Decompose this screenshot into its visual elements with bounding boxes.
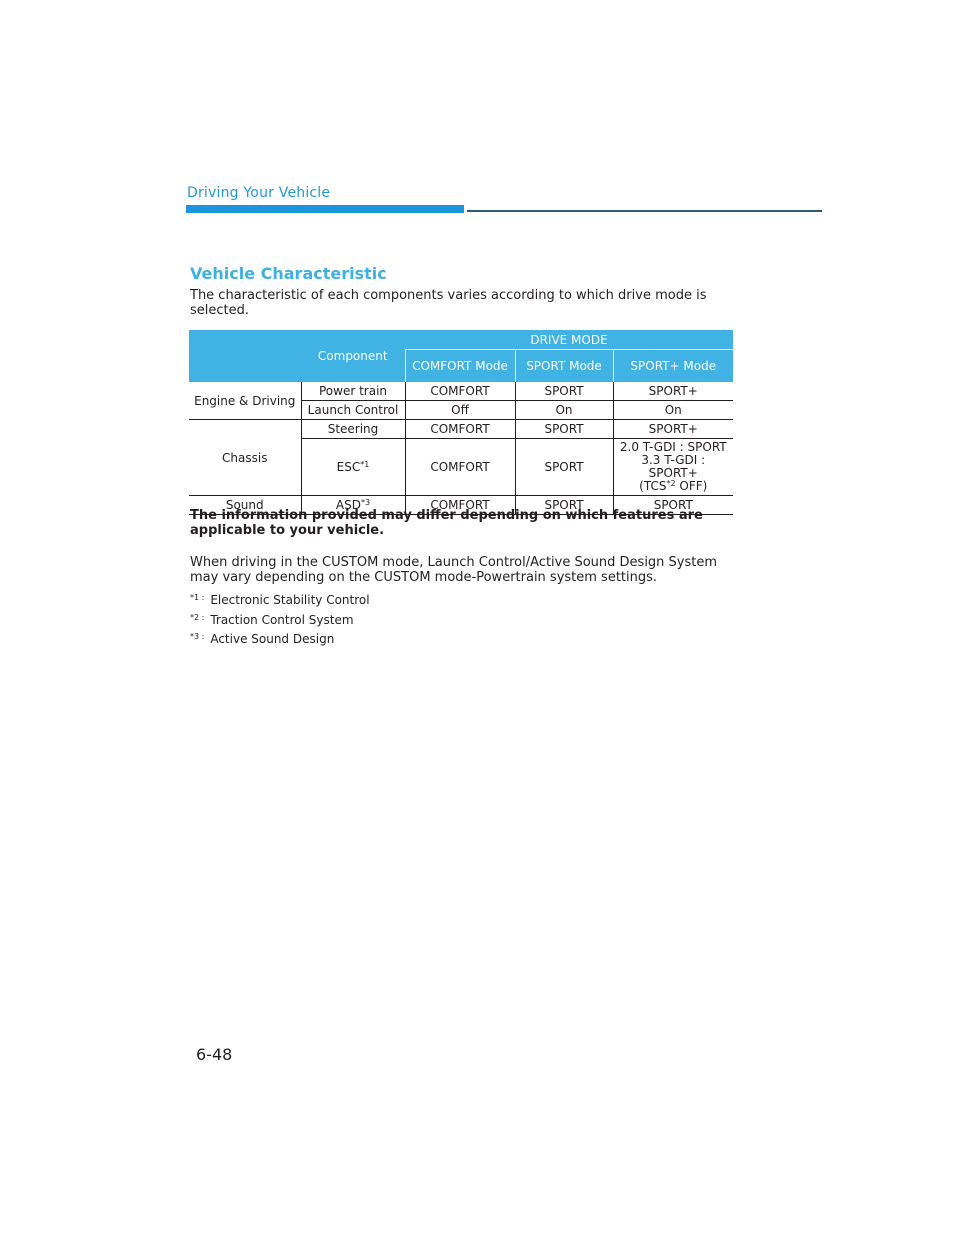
cell-sport: SPORT: [515, 382, 613, 401]
table-header-blank: [189, 330, 301, 382]
applicability-note: The information provided may differ depending on which features are applicable to your vehicle.: [190, 508, 703, 538]
footnotes: [190, 590, 370, 649]
esc-sport-plus-line-2: 3.3 T-GDI : SPORT+: [641, 453, 706, 480]
esc-label: ESC: [336, 460, 361, 474]
asd-footnote-mark: *3: [360, 498, 371, 507]
footnote-item: [190, 610, 370, 630]
group-chassis: Chassis: [189, 420, 301, 496]
cell-sport: SPORT: [515, 496, 613, 515]
cell-sport-plus: On: [613, 401, 733, 420]
table-row: [189, 382, 733, 401]
esc-footnote-mark: *1: [360, 460, 370, 469]
esc-sport-plus-line-3: [616, 480, 732, 493]
footnote-text: Electronic Stability Control: [210, 593, 370, 607]
section-title: Driving Your Vehicle: [187, 185, 331, 201]
cell-component: [301, 439, 405, 496]
esc-sport-plus-line-1: 2.0 T-GDI : SPORT: [619, 440, 727, 454]
esc-tcs-close: OFF): [675, 479, 708, 493]
cell-sport-plus: SPORT+: [613, 420, 733, 439]
cell-comfort: COMFORT: [405, 420, 515, 439]
table-header-sport-plus: SPORT+ Mode: [613, 350, 733, 383]
table-header-component: Component: [301, 330, 405, 382]
group-engine-driving: Engine & Driving: [189, 382, 301, 420]
cell-sport: SPORT: [515, 439, 613, 496]
cell-sport-plus: SPORT: [613, 496, 733, 515]
table-header-sport: SPORT Mode: [515, 350, 613, 383]
cell-sport: SPORT: [515, 420, 613, 439]
footnote-mark: *3 :: [190, 632, 205, 641]
footnote-mark: *2 :: [190, 612, 205, 622]
footnote-text: Active Sound Design: [210, 632, 335, 646]
footnote-mark: *1 :: [190, 593, 205, 602]
page-number: 6-48: [196, 1045, 233, 1064]
table-row: [189, 420, 733, 439]
cell-comfort: COMFORT: [405, 496, 515, 515]
table-header-comfort: COMFORT Mode: [405, 350, 515, 383]
intro-paragraph: The characteristic of each components varies according to which drive mode is selected.: [190, 288, 707, 318]
drive-mode-table: [189, 330, 733, 515]
cell-component: Steering: [301, 420, 405, 439]
cell-comfort: COMFORT: [405, 439, 515, 496]
header-bar-line: [467, 210, 822, 212]
footnote-item: [190, 590, 370, 610]
tcs-footnote-mark: *2: [666, 479, 676, 488]
cell-component: Launch Control: [301, 401, 405, 420]
header-bar-accent: [186, 205, 464, 213]
footnote-item: [190, 629, 370, 649]
table-header-drive-mode: DRIVE MODE: [405, 330, 733, 350]
cell-comfort: COMFORT: [405, 382, 515, 401]
esc-tcs-open: (TCS: [639, 479, 667, 493]
group-sound: Sound: [189, 496, 301, 515]
cell-sport: On: [515, 401, 613, 420]
cell-sport-plus: SPORT+: [613, 382, 733, 401]
custom-mode-note: When driving in the CUSTOM mode, Launch Control/Active Sound Design System may vary depending on the CUSTOM mode-Powertrain system settings.: [190, 555, 718, 585]
asd-label: ASD: [335, 498, 361, 512]
cell-sport-plus: [613, 439, 733, 496]
footnote-text: Traction Control System: [210, 612, 354, 627]
cell-component: Power train: [301, 382, 405, 401]
cell-comfort: Off: [405, 401, 515, 420]
page-heading: Vehicle Characteristic: [190, 264, 387, 283]
